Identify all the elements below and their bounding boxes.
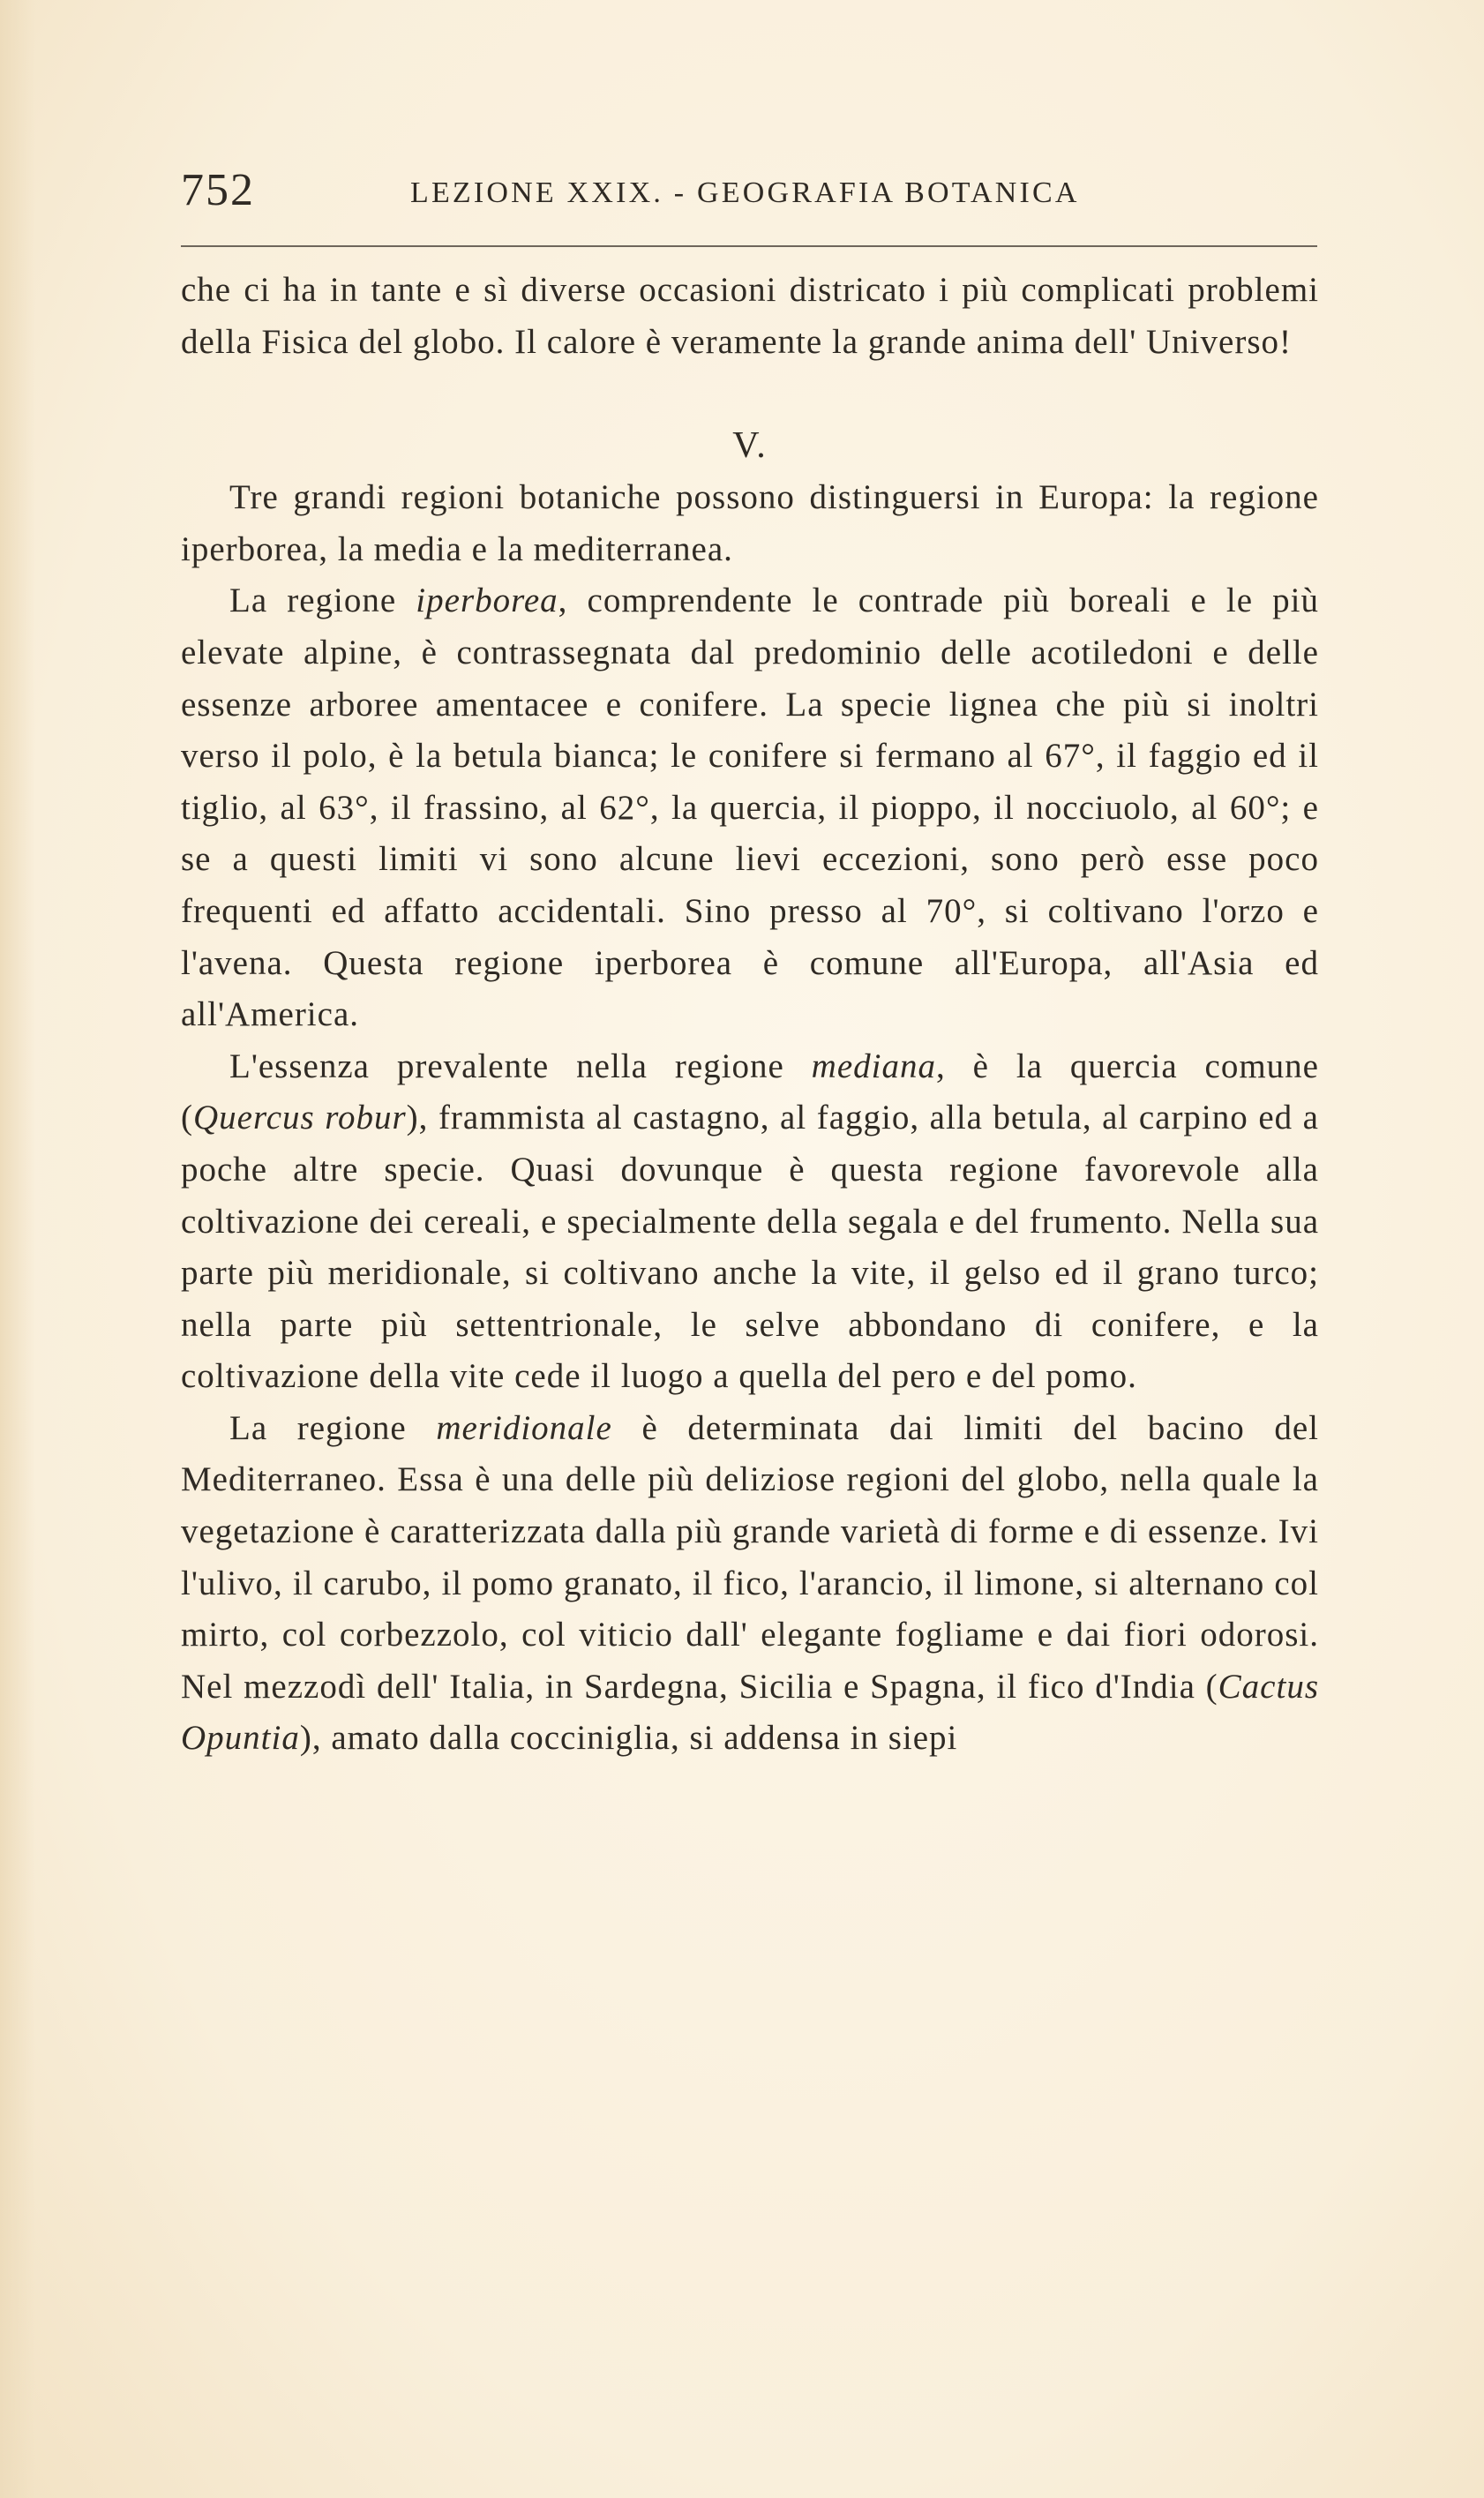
page-number: 752 bbox=[181, 165, 255, 215]
italic-term: mediana bbox=[811, 1046, 936, 1085]
text-run: , è la quercia comune ( bbox=[181, 1046, 1319, 1137]
text-run: La regione bbox=[229, 581, 416, 620]
text-run: ), amato dalla cocciniglia, si addensa in siepi bbox=[299, 1719, 958, 1758]
running-title: LEZIONE XXIX. - GEOGRAFIA BOTANICA bbox=[410, 176, 1080, 209]
header-rule bbox=[181, 245, 1317, 247]
paragraph-1: che ci ha in tante e sì diverse occasioni districato i più complicati problemi della Fisica del globo. Il calore è veramente la grande anima dell' Universo! bbox=[181, 271, 1319, 361]
paragraph-3 bbox=[181, 575, 1319, 1040]
text-run: La regione bbox=[229, 1408, 437, 1447]
text-run: è determinata dai limiti del bacino del Mediterraneo. Essa è una delle più deliziose regioni del globo, nella quale la vegetazione è caratterizzata dalla più grande varietà di forme e di essenze. Ivi l'ulivo, il carubo, il pomo granato, il fico, l'arancio, il limone, si alternano col mirto, col corbezzolo, col viticio dall' elegante fogliame e dai fiori odorosi. Nel mezzodì dell' Italia, in Sardegna, Sicilia e Spagna, il fico d'India ( bbox=[181, 1408, 1319, 1706]
page-gutter-shadow bbox=[0, 0, 35, 2498]
paragraph-4 bbox=[181, 1041, 1319, 1403]
text-run: ), frammista al castagno, al faggio, alla betula, al carpino ed a poche altre specie. Quasi dovunque è questa regione favorevole alla coltivazione dei cereali, e specialmente della segala e del frumento. Nella sua parte più meridionale, si coltivano anche la vite, il gelso ed il grano turco; nella parte più settentrionale, le selve abbondano di conifere, e la coltivazione della vite cede il luogo a quella del pero e del pomo. bbox=[181, 1099, 1319, 1396]
paragraph-5 bbox=[181, 1403, 1319, 1765]
text-run: L'essenza prevalente nella regione bbox=[229, 1046, 812, 1085]
italic-term: Cactus Opuntia bbox=[181, 1667, 1319, 1758]
text-run: , comprendente le contrade più boreali e le più elevate alpine, è contrassegnata dal predominio delle acotiledoni e delle essenze arboree amentacee e conifere. La specie lignea che più si inoltri verso il polo, è la betula bianca; le conifere si fermano al 67°, il faggio ed il tiglio, al 63°, il frassino, al 62°, la quercia, il pioppo, il nocciuolo, al 60°; e se a questi limiti vi sono alcune lievi eccezioni, sono però esse poco frequenti ed affatto accidentali. Sino presso al 70°, si coltivano l'orzo e l'avena. Questa regione iperborea è comune all'Europa, all'Asia ed all'America. bbox=[181, 581, 1319, 1034]
body-text bbox=[181, 265, 1319, 1765]
paragraph-2: Tre grandi regioni botaniche possono distinguersi in Europa: la regione iperborea, la media e la mediterranea. bbox=[181, 478, 1319, 568]
italic-term: Quercus robur bbox=[193, 1099, 407, 1137]
italic-term: meridionale bbox=[436, 1408, 612, 1447]
page-header bbox=[181, 164, 1319, 217]
section-heading: V. bbox=[732, 425, 768, 467]
italic-term: iperborea bbox=[416, 581, 558, 620]
